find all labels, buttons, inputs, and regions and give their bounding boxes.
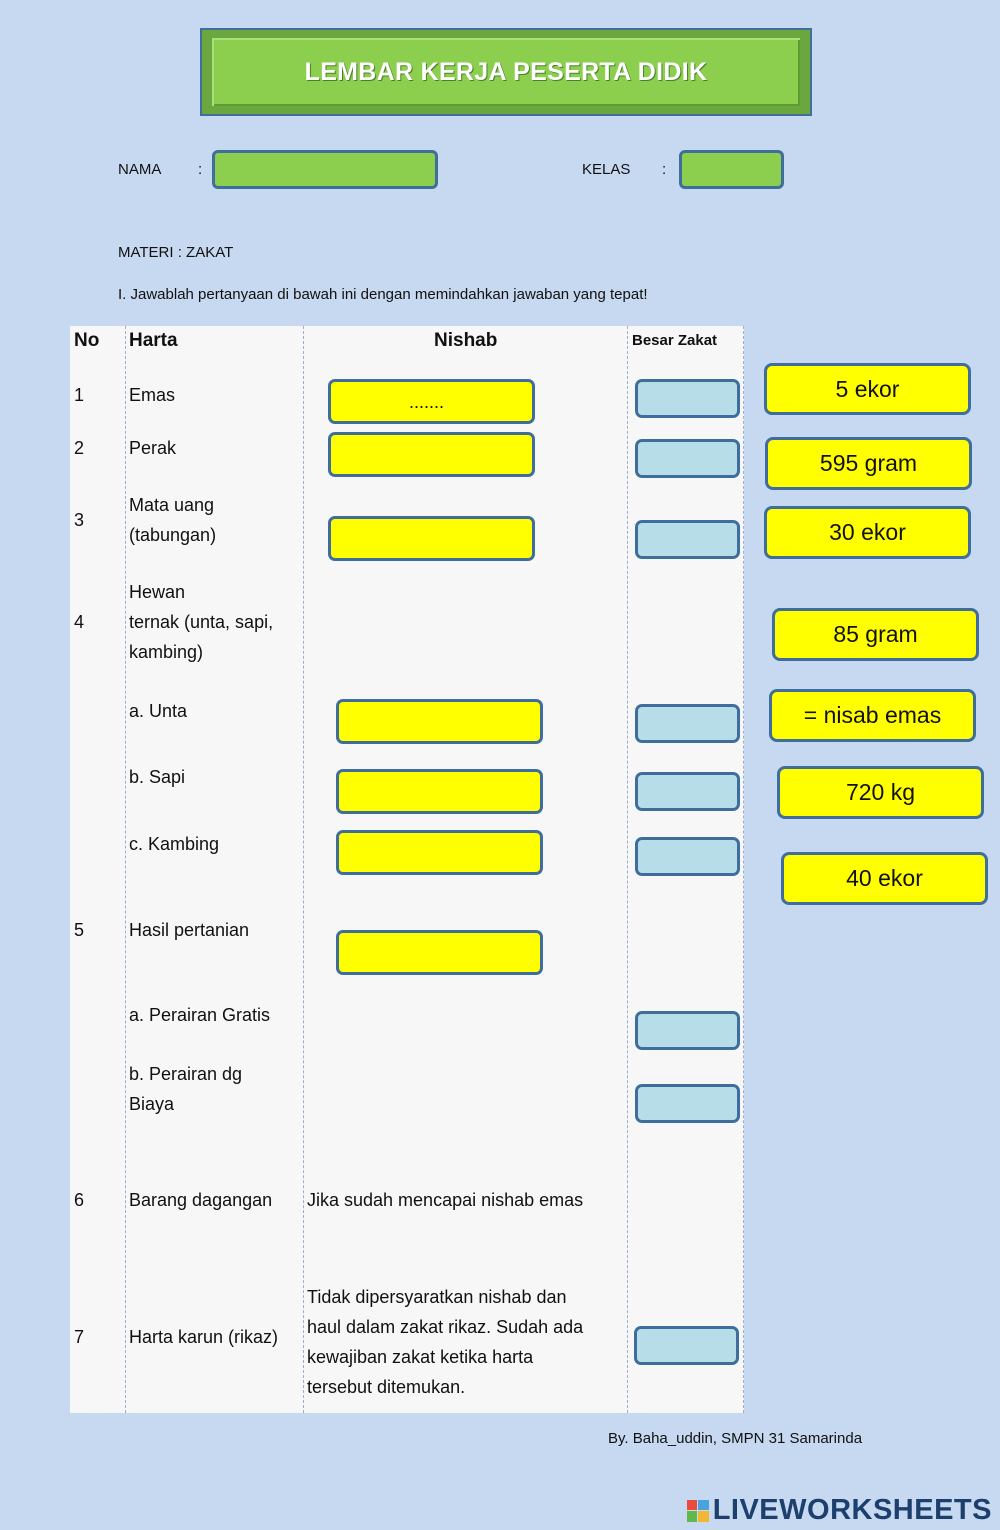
nishab-slot-kambing[interactable] [336,830,543,875]
row-3-no: 3 [74,510,85,530]
column-header-no: No [74,330,100,351]
row-4a-harta: a. Unta [129,701,188,721]
row-6-nishab: Jika sudah mencapai nishab emas [307,1190,584,1210]
row-2-harta: Perak [129,438,177,458]
column-header-besar-zakat: Besar Zakat [632,332,718,349]
row-3-harta-line1: Mata uang [129,495,215,515]
zakat-table [70,326,744,1413]
row-5a-harta: a. Perairan Gratis [129,1005,271,1025]
answer-card[interactable]: 30 ekor [764,506,971,559]
row-5b-harta-line1: b. Perairan dg [129,1064,243,1084]
author-credit: By. Baha_uddin, SMPN 31 Samarinda [608,1430,863,1447]
answer-card[interactable]: 5 ekor [764,363,971,415]
row-1-harta: Emas [129,385,176,405]
zakat-slot-mata-uang[interactable] [635,520,740,559]
liveworksheets-icon [687,1500,709,1522]
zakat-slot-perak[interactable] [635,439,740,478]
row-3-harta-line2: (tabungan) [129,525,217,545]
row-7-nishab-line2: haul dalam zakat rikaz. Sudah ada [307,1317,584,1337]
title-banner [200,28,812,116]
row-6-no: 6 [74,1190,85,1210]
nishab-slot-perak[interactable] [328,432,535,477]
brand-logo [687,1494,992,1527]
answer-card[interactable]: 85 gram [772,608,979,661]
row-4-harta-line1: Hewan [129,582,186,602]
zakat-slot-unta[interactable] [635,704,740,743]
row-7-no: 7 [74,1327,85,1347]
nishab-slot-mata-uang[interactable] [328,516,535,561]
row-4b-harta: b. Sapi [129,767,186,787]
instruction-text: I. Jawablah pertanyaan di bawah ini dengan memindahkan jawaban yang tepat! [118,286,648,303]
kelas-label: KELAS [582,161,631,178]
nishab-hint: ....... [409,392,445,412]
row-1-no: 1 [74,385,85,405]
row-4-harta-line3: kambing) [129,642,204,662]
row-5-no: 5 [74,920,85,940]
answer-card[interactable]: 40 ekor [781,852,988,905]
zakat-slot-rikaz[interactable] [634,1326,739,1365]
row-4-no: 4 [74,612,85,632]
zakat-slot-perairan-biaya[interactable] [635,1084,740,1123]
row-7-nishab-line1: Tidak dipersyaratkan nishab dan [307,1287,567,1307]
row-7-harta: Harta karun (rikaz) [129,1327,279,1347]
nishab-slot-unta[interactable] [336,699,543,744]
kelas-input[interactable] [679,150,784,189]
kelas-colon: : [662,161,667,178]
nishab-slot-pertanian[interactable] [336,930,543,975]
zakat-slot-perairan-gratis[interactable] [635,1011,740,1050]
row-5b-harta-line2: Biaya [129,1094,175,1114]
row-5-harta: Hasil pertanian [129,920,250,940]
row-6-harta: Barang dagangan [129,1190,273,1210]
nishab-slot-sapi[interactable] [336,769,543,814]
materi-label: MATERI : ZAKAT [118,244,234,261]
zakat-slot-kambing[interactable] [635,837,740,876]
row-7-nishab-line4: tersebut ditemukan. [307,1377,466,1397]
answer-card[interactable]: 720 kg [777,766,984,819]
nama-input[interactable] [212,150,438,189]
row-4c-harta: c. Kambing [129,834,220,854]
zakat-slot-emas[interactable] [635,379,740,418]
column-header-harta: Harta [129,330,178,351]
nama-label: NAMA [118,161,162,178]
page-title: LEMBAR KERJA PESERTA DIDIK [304,57,708,86]
column-header-nishab: Nishab [434,330,498,351]
nama-colon: : [198,161,203,178]
zakat-slot-sapi[interactable] [635,772,740,811]
row-7-nishab-line3: kewajiban zakat ketika harta [307,1347,534,1367]
nishab-slot-emas[interactable] [328,379,535,424]
answer-card[interactable]: = nisab emas [769,689,976,742]
answer-card[interactable]: 595 gram [765,437,972,490]
brand-name: LIVEWORKSHEETS [712,1494,992,1526]
row-2-no: 2 [74,438,85,458]
row-4-harta-line2: ternak (unta, sapi, [129,612,274,632]
